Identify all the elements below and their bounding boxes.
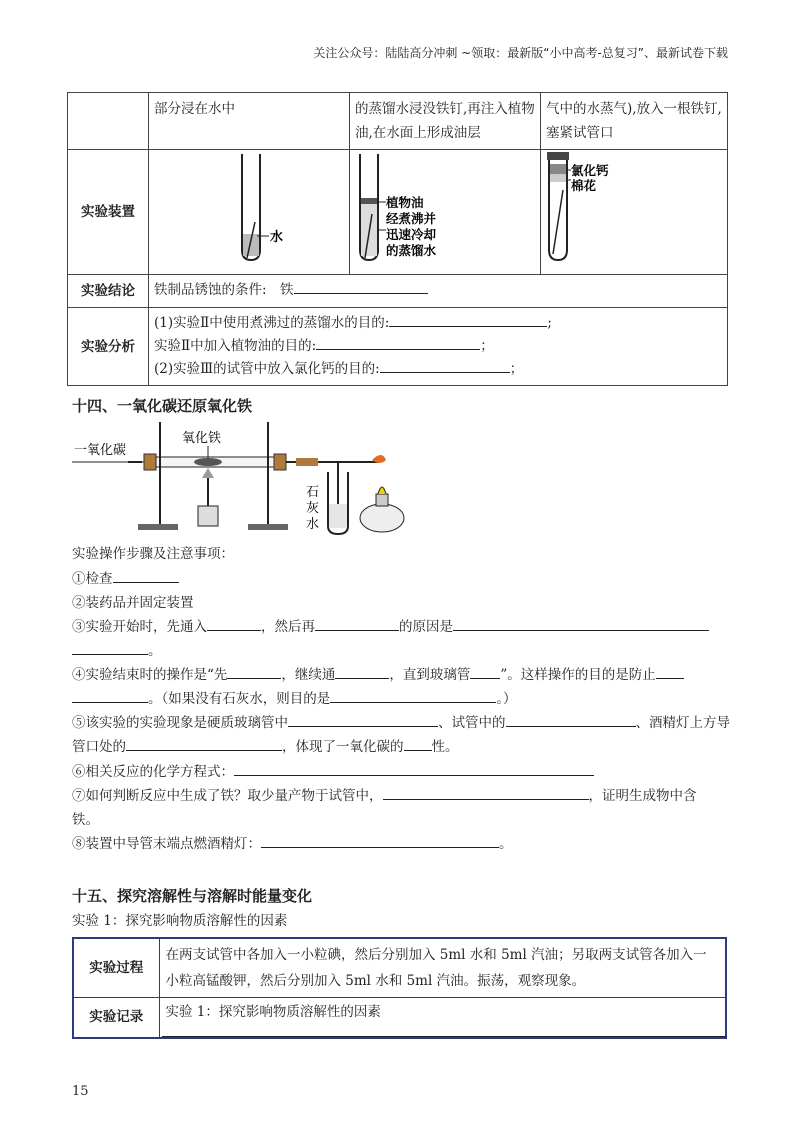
- table-row: [68, 150, 728, 275]
- step-text: ，然后再: [261, 619, 315, 635]
- table-cell: 气中的水蒸气),放入一根铁钉,塞紧试管口: [541, 93, 728, 150]
- answer-blank[interactable]: [227, 664, 281, 679]
- table-cell: 部分浸在水中: [149, 93, 350, 150]
- co-label: 一氧化碳: [74, 443, 127, 458]
- page-number: 15: [72, 1084, 89, 1099]
- record-underline: [162, 1036, 726, 1037]
- step-text: ，直到玻璃管: [389, 667, 471, 683]
- record-label: 实验记录: [73, 998, 159, 1038]
- tube2-figure: [350, 150, 540, 266]
- punct: ；: [480, 338, 494, 354]
- answer-blank[interactable]: [126, 736, 282, 751]
- step-text: ③实验开始时，先通入: [72, 619, 207, 635]
- table-row: [68, 308, 728, 386]
- tube2-label: 迅速冷却: [386, 227, 437, 242]
- record-text: 实验 1：探究影响物质溶解性的因素: [159, 998, 726, 1038]
- section15-title: 十五、探究溶解性与溶解时能量变化: [72, 887, 313, 905]
- step-text: 、试管中的: [438, 715, 506, 731]
- step-text: ”。这样操作的目的是防止: [500, 667, 656, 683]
- analysis-line: (1)实验Ⅱ中使用煮沸过的蒸馏水的目的:: [154, 315, 390, 331]
- table-cell: [68, 93, 149, 150]
- step-text: ，体现了一氧化碳的: [282, 739, 404, 755]
- table-row: [73, 938, 726, 998]
- page-header: 关注公众号：陆陆高分冲刺 ~领取：最新版“小中高考-总复习”、最新试卷下载: [313, 46, 728, 60]
- punct: ;: [547, 315, 552, 331]
- tube1-cell: [149, 150, 350, 275]
- section14-title: 十四、一氧化碳还原氧化铁: [72, 397, 253, 415]
- punct: ；: [509, 361, 524, 377]
- step-line: [72, 761, 732, 783]
- table-cell: 的蒸馏水浸没铁钉,再注入植物油,在水面上形成油层: [350, 93, 541, 150]
- answer-blank[interactable]: [294, 279, 428, 294]
- answer-blank[interactable]: [470, 664, 500, 679]
- limewater-label: 水: [306, 517, 320, 532]
- step-line: [72, 833, 732, 855]
- step-line: [72, 592, 732, 614]
- co-reduction-apparatus: [72, 420, 432, 542]
- answer-blank[interactable]: [113, 568, 179, 583]
- tube1-figure: [149, 150, 349, 266]
- answer-blank[interactable]: [72, 688, 148, 703]
- step-text: ④实验结束时的操作是“先: [72, 667, 228, 683]
- tube3-figure: [541, 150, 727, 266]
- limewater-label: 石: [306, 485, 320, 500]
- tube2-label: 经煮沸并: [386, 211, 437, 226]
- answer-blank[interactable]: [656, 664, 684, 679]
- step-text: ⑥相关反应的化学方程式：: [72, 764, 234, 780]
- table-row: [73, 998, 726, 1038]
- device-label: 实验装置: [68, 150, 149, 275]
- step-text: ①检查: [72, 571, 113, 587]
- answer-blank[interactable]: [316, 335, 480, 350]
- conclusion-text: 铁制品锈蚀的条件: 铁: [154, 282, 294, 298]
- answer-blank[interactable]: [288, 712, 438, 727]
- step-text: 的原因是: [399, 619, 453, 635]
- step-line: [72, 640, 732, 662]
- step-line: [72, 785, 732, 807]
- step-text: 管口处的: [72, 739, 126, 755]
- fe2o3-label: 氧化铁: [182, 431, 222, 446]
- step-line: [72, 568, 732, 590]
- step-text: ，继续通: [281, 667, 336, 683]
- tube3-cell: [541, 150, 728, 275]
- step-text: 。（如果没有石灰水，则目的是: [148, 691, 331, 707]
- dissolution-table: [72, 937, 727, 1039]
- step-line: [72, 809, 732, 831]
- tube2-label: 的蒸馏水: [386, 243, 437, 258]
- step-text: ⑤该实验的实验现象是硬质玻璃管中: [72, 715, 288, 731]
- tube3-label: 氯化钙: [571, 163, 609, 178]
- step-line: [72, 616, 732, 638]
- step-line: [72, 664, 732, 686]
- answer-blank[interactable]: [315, 616, 399, 631]
- step-text: 。: [148, 643, 162, 659]
- conclusion-cell: [149, 275, 728, 308]
- answer-blank[interactable]: [506, 712, 636, 727]
- table-row: [68, 275, 728, 308]
- tube3-label: 棉花: [571, 178, 597, 193]
- step-text: 铁。: [72, 812, 99, 828]
- answer-blank[interactable]: [72, 640, 148, 655]
- step-text: 、酒精灯上方导: [635, 715, 730, 731]
- answer-blank[interactable]: [383, 785, 589, 800]
- answer-blank[interactable]: [389, 312, 547, 327]
- step-text: ，证明生成物中含: [588, 788, 697, 804]
- process-text: 在两支试管中各加入一小粒碘，然后分别加入 5ml 水和 5ml 汽油；另取两支试管各加入一小粒高锰酸钾，然后分别加入 5ml 水和 5ml 汽油。振荡，观察现象。: [159, 938, 726, 998]
- limewater-label: 灰: [306, 501, 320, 516]
- tube2-label: 植物油: [386, 195, 424, 210]
- tube1-label: 水: [270, 230, 284, 245]
- answer-blank[interactable]: [207, 616, 261, 631]
- answer-blank[interactable]: [234, 761, 594, 776]
- answer-blank[interactable]: [404, 736, 432, 751]
- analysis-label: 实验分析: [68, 308, 149, 386]
- step-text: 性。: [431, 739, 459, 755]
- conclusion-label: 实验结论: [68, 275, 149, 308]
- answer-blank[interactable]: [453, 616, 709, 631]
- process-label: 实验过程: [73, 938, 159, 998]
- analysis-cell: [149, 308, 728, 386]
- table-row: [68, 93, 728, 150]
- step-text: ⑦如何判断反应中生成了铁？取少量产物于试管中，: [72, 788, 383, 804]
- analysis-line: 实验Ⅱ中加入植物油的目的:: [154, 338, 317, 354]
- section15-sub: 实验 1：探究影响物质溶解性的因素: [72, 913, 288, 929]
- analysis-line: (2)实验Ⅲ的试管中放入氯化钙的目的:: [154, 361, 380, 377]
- step-text: ⑧装置中导管末端点燃酒精灯：: [72, 836, 261, 852]
- step-text: 。: [499, 836, 513, 852]
- tube2-cell: [350, 150, 541, 275]
- step-line: [72, 688, 732, 710]
- answer-blank[interactable]: [261, 833, 499, 848]
- answer-blank[interactable]: [380, 358, 510, 373]
- rust-experiment-table: [67, 92, 728, 386]
- step-line: [72, 712, 732, 734]
- step-line: [72, 736, 732, 758]
- step-text: 。）: [496, 691, 517, 707]
- answer-blank[interactable]: [330, 688, 496, 703]
- steps-intro: 实验操作步骤及注意事项：: [72, 546, 234, 562]
- step-text: ②装药品并固定装置: [72, 595, 194, 611]
- answer-blank[interactable]: [335, 664, 389, 679]
